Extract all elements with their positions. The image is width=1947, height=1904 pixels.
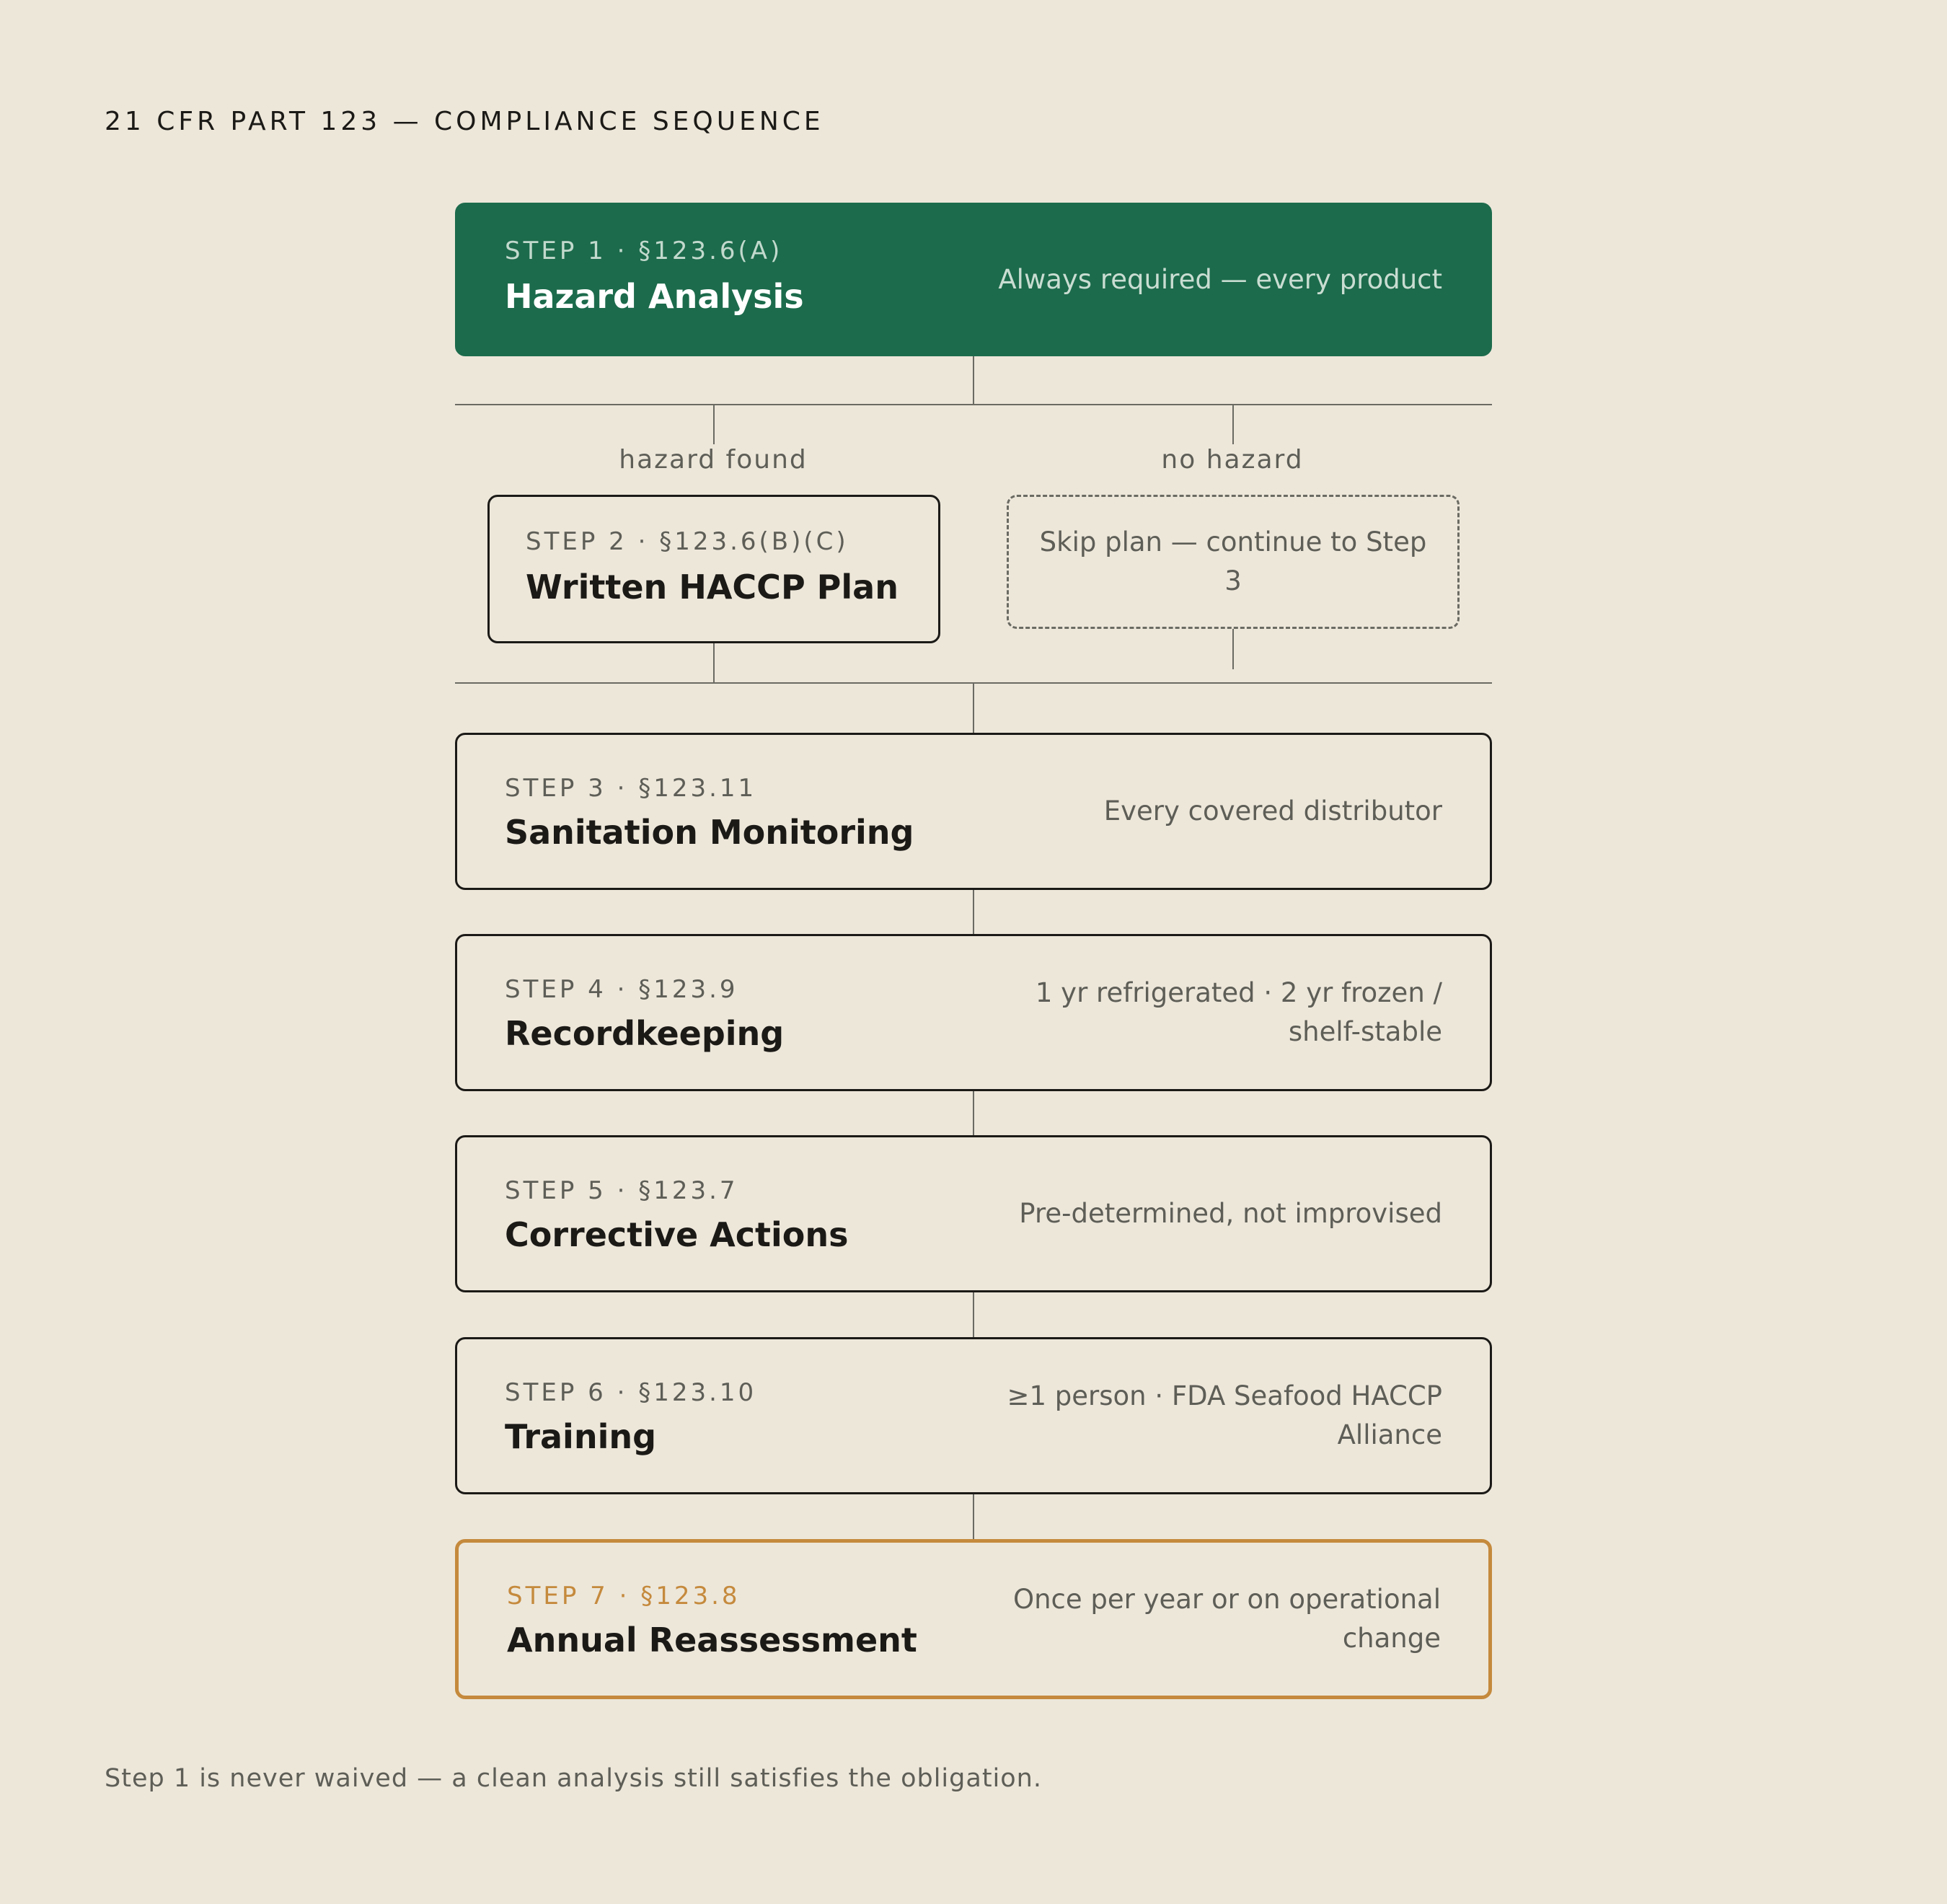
connector bbox=[973, 1494, 974, 1540]
step-4-recordkeeping bbox=[455, 934, 1492, 1091]
step-label: STEP 4 · §123.9 bbox=[505, 975, 738, 1004]
step-note: ≥1 person · FDA Seafood HACCP Alliance bbox=[1007, 1380, 1442, 1450]
step-label: STEP 5 · §123.7 bbox=[505, 1176, 738, 1205]
step-note: Always required — every product bbox=[998, 263, 1442, 295]
connector bbox=[1232, 404, 1234, 444]
step-note: Every covered distributor bbox=[1103, 795, 1442, 827]
step-title: Written HACCP Plan bbox=[526, 568, 899, 607]
step-6-training bbox=[455, 1337, 1492, 1494]
step-note: 1 yr refrigerated · 2 yr frozen / shelf-stable bbox=[1035, 977, 1442, 1047]
step-title: Corrective Actions bbox=[505, 1215, 849, 1254]
branch-label-hazard-found: hazard found bbox=[619, 445, 808, 475]
step-label: STEP 7 · §123.8 bbox=[507, 1582, 741, 1610]
connector bbox=[973, 1090, 974, 1137]
connector bbox=[455, 404, 1492, 405]
skip-plan-text: Skip plan — continue to Step 3 bbox=[1039, 526, 1427, 596]
step-label: STEP 3 · §123.11 bbox=[505, 774, 757, 803]
connector bbox=[973, 889, 974, 935]
connector bbox=[1232, 629, 1234, 669]
connector bbox=[713, 642, 715, 682]
step-2-haccp-plan bbox=[487, 495, 940, 643]
connector bbox=[973, 1292, 974, 1338]
step-title: Hazard Analysis bbox=[505, 277, 804, 316]
step-label: STEP 6 · §123.10 bbox=[505, 1378, 757, 1407]
step-title: Training bbox=[505, 1417, 657, 1456]
connector bbox=[713, 404, 715, 444]
step-title: Recordkeeping bbox=[505, 1014, 785, 1053]
branch-label-no-hazard: no hazard bbox=[1161, 445, 1304, 475]
step-5-corrective-actions bbox=[455, 1135, 1492, 1292]
step-title: Annual Reassessment bbox=[507, 1621, 917, 1660]
skip-plan-box bbox=[1007, 495, 1460, 629]
connector bbox=[973, 356, 974, 405]
step-note: Once per year or on operational change bbox=[1012, 1584, 1441, 1654]
step-3-sanitation-monitoring bbox=[455, 733, 1492, 890]
step-label: STEP 1 · §123.6(A) bbox=[505, 237, 783, 265]
page-title: 21 CFR PART 123 — COMPLIANCE SEQUENCE bbox=[105, 107, 824, 136]
step-7-annual-reassessment bbox=[455, 1539, 1492, 1699]
connector bbox=[973, 682, 974, 734]
step-1-hazard-analysis bbox=[455, 203, 1492, 356]
step-label: STEP 2 · §123.6(B)(C) bbox=[526, 527, 849, 556]
step-title: Sanitation Monitoring bbox=[505, 813, 914, 852]
footnote: Step 1 is never waived — a clean analysis still satisfies the obligation. bbox=[105, 1764, 1042, 1793]
step-note: Pre-determined, not improvised bbox=[1019, 1198, 1442, 1229]
